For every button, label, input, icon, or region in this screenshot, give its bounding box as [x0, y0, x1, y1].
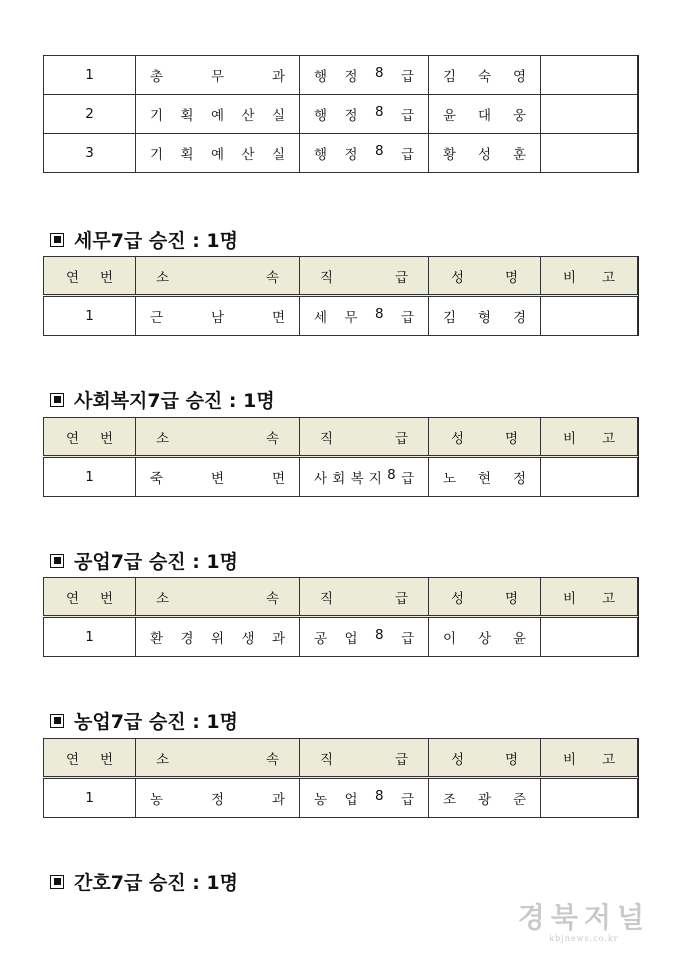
cell-name-text: 이 상 윤: [443, 631, 526, 647]
cell-name-text: 김 숙 영: [443, 69, 526, 85]
section-title-text: 농업7급 승진 : 1명: [74, 711, 239, 733]
col-header-grade: [300, 257, 429, 296]
table-row: [44, 56, 639, 95]
filled-square-bullet-icon: [50, 554, 64, 568]
cell-name: [429, 457, 541, 497]
section-title: [50, 226, 238, 253]
section-title-text: 간호7급 승진 : 1명: [74, 872, 239, 894]
col-header-dept: [136, 257, 300, 296]
cell-grade-text: 세 무 8 급: [314, 306, 414, 326]
cell-dept: [136, 457, 300, 497]
cell-note: [541, 296, 638, 336]
col-header-dept: [136, 578, 300, 617]
col-header-no: [44, 418, 136, 457]
col-header-grade-text: 직 급: [320, 269, 408, 286]
header-row: [44, 257, 639, 296]
cell-note: [541, 56, 638, 95]
cell-no: 1: [44, 617, 136, 657]
promotion-table: [43, 738, 639, 818]
cell-name: [429, 134, 541, 173]
col-header-no-text: 연 번: [66, 751, 113, 768]
col-header-no-text: 연 번: [66, 590, 113, 607]
col-header-no: [44, 739, 136, 778]
cell-grade: [300, 56, 429, 95]
cell-note: [541, 617, 638, 657]
col-header-note-text: 비 고: [563, 430, 615, 447]
col-header-no: [44, 257, 136, 296]
col-header-grade: [300, 418, 429, 457]
col-header-name: [429, 578, 541, 617]
col-header-dept-text: 소 속: [156, 269, 279, 286]
cell-name: [429, 296, 541, 336]
cell-note: [541, 95, 638, 134]
cell-name: [429, 56, 541, 95]
promotion-table: [43, 256, 639, 336]
cell-grade: [300, 134, 429, 173]
watermark-sub: kbjnews.co.kr: [549, 934, 619, 943]
cell-grade-text: 행 정 8 급: [314, 143, 414, 163]
cell-name-text: 윤 대 웅: [443, 108, 526, 124]
col-header-dept-text: 소 속: [156, 590, 279, 607]
col-header-note: [541, 418, 638, 457]
col-header-no-text: 연 번: [66, 269, 113, 286]
cell-dept: [136, 95, 300, 134]
table-row: [44, 296, 639, 336]
table-row: [44, 457, 639, 497]
cell-note: [541, 457, 638, 497]
col-header-name: [429, 739, 541, 778]
col-header-note: [541, 578, 638, 617]
section-title-text: 공업7급 승진 : 1명: [74, 551, 239, 573]
header-row: [44, 418, 639, 457]
cell-dept-text: 총 무 과: [150, 69, 285, 85]
col-header-no: [44, 578, 136, 617]
cell-dept: [136, 617, 300, 657]
col-header-dept-text: 소 속: [156, 430, 279, 447]
watermark-logo: [518, 896, 650, 943]
col-header-note-text: 비 고: [563, 751, 615, 768]
cell-no: 1: [44, 296, 136, 336]
table-row: [44, 134, 639, 173]
cell-dept: [136, 296, 300, 336]
table-row: [44, 778, 639, 818]
table-row: [44, 95, 639, 134]
col-header-note-text: 비 고: [563, 590, 615, 607]
cell-dept: [136, 134, 300, 173]
cell-grade-text: 행 정 8 급: [314, 65, 414, 85]
col-header-name: [429, 418, 541, 457]
col-header-dept: [136, 739, 300, 778]
filled-square-bullet-icon: [50, 714, 64, 728]
col-header-name: [429, 257, 541, 296]
cell-grade: [300, 457, 429, 497]
cell-name-text: 황 성 훈: [443, 147, 526, 163]
cell-dept-text: 기 획 예 산 실: [150, 108, 285, 124]
cell-note: [541, 134, 638, 173]
cell-no: 1: [44, 457, 136, 497]
cell-dept-text: 근 남 면: [150, 310, 285, 326]
col-header-grade: [300, 578, 429, 617]
col-header-no-text: 연 번: [66, 430, 113, 447]
section-title: [50, 868, 238, 895]
promotion-table: [43, 577, 639, 657]
table-row: [44, 617, 639, 657]
cell-name: [429, 778, 541, 818]
cell-dept: [136, 56, 300, 95]
filled-square-bullet-icon: [50, 875, 64, 889]
section-title-text: 세무7급 승진 : 1명: [74, 230, 239, 252]
cell-grade-text: 사 회 복 지 8 급: [314, 467, 414, 487]
top-table: [43, 55, 639, 173]
cell-no: 1: [44, 778, 136, 818]
header-row: [44, 578, 639, 617]
section-title-text: 사회복지7급 승진 : 1명: [74, 390, 275, 412]
section-title: [50, 707, 238, 734]
col-header-grade-text: 직 급: [320, 430, 408, 447]
cell-dept-text: 기 획 예 산 실: [150, 147, 285, 163]
col-header-name-text: 성 명: [451, 430, 518, 447]
cell-name: [429, 95, 541, 134]
cell-name-text: 노 현 정: [443, 471, 526, 487]
col-header-note-text: 비 고: [563, 269, 615, 286]
cell-name: [429, 617, 541, 657]
cell-grade: [300, 296, 429, 336]
cell-grade: [300, 95, 429, 134]
cell-grade-text: 농 업 8 급: [314, 788, 414, 808]
watermark-main: 경북저널: [517, 901, 650, 934]
cell-dept-text: 환 경 위 생 과: [150, 631, 285, 647]
cell-no: 3: [44, 134, 136, 173]
section-title: [50, 547, 238, 574]
cell-grade-text: 공 업 8 급: [314, 627, 414, 647]
cell-no: 2: [44, 95, 136, 134]
col-header-note: [541, 257, 638, 296]
cell-grade-text: 행 정 8 급: [314, 104, 414, 124]
header-row: [44, 739, 639, 778]
filled-square-bullet-icon: [50, 233, 64, 247]
cell-name-text: 김 형 경: [443, 310, 526, 326]
cell-name-text: 조 광 준: [443, 792, 526, 808]
col-header-dept-text: 소 속: [156, 751, 279, 768]
cell-grade: [300, 778, 429, 818]
col-header-grade-text: 직 급: [320, 590, 408, 607]
col-header-name-text: 성 명: [451, 590, 518, 607]
cell-no: 1: [44, 56, 136, 95]
filled-square-bullet-icon: [50, 393, 64, 407]
col-header-grade: [300, 739, 429, 778]
cell-note: [541, 778, 638, 818]
promotion-table: [43, 417, 639, 497]
cell-dept-text: 농 정 과: [150, 792, 285, 808]
col-header-note: [541, 739, 638, 778]
col-header-grade-text: 직 급: [320, 751, 408, 768]
col-header-name-text: 성 명: [451, 269, 518, 286]
cell-dept: [136, 778, 300, 818]
section-title: [50, 386, 275, 413]
col-header-dept: [136, 418, 300, 457]
col-header-name-text: 성 명: [451, 751, 518, 768]
cell-dept-text: 죽 변 면: [150, 471, 285, 487]
cell-grade: [300, 617, 429, 657]
